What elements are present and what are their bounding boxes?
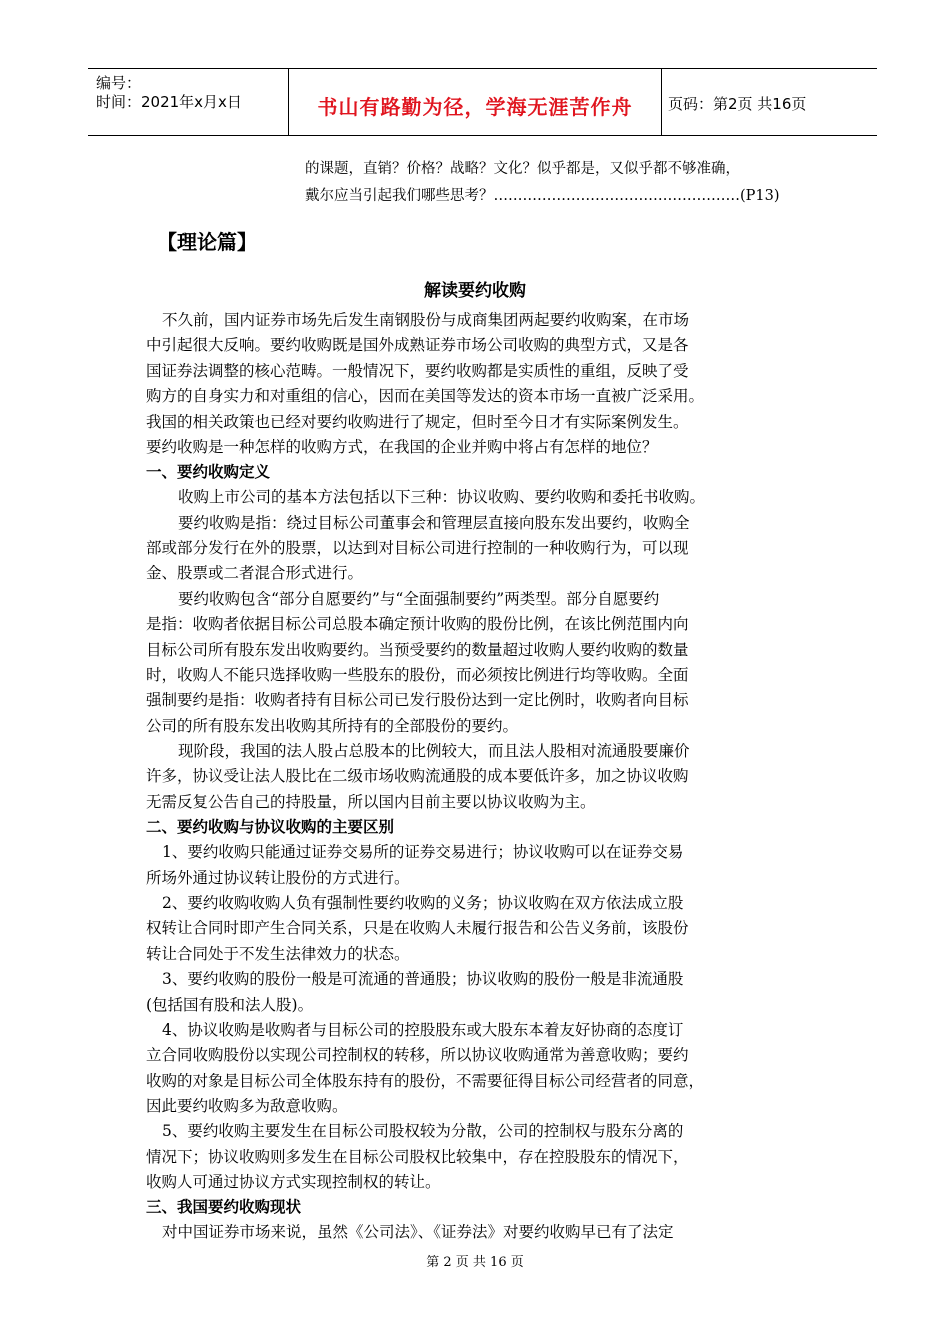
- paragraph-line: 立合同收购股份以实现公司控制权的转移，所以协议收购通常为善意收购；要约: [146, 1046, 689, 1064]
- paragraph-line: 我国的相关政策也已经对要约收购进行了规定，但时至今日才有实际案例发生。: [146, 413, 689, 431]
- paragraph-line: 收购的对象是目标公司全体股东持有的股份，不需要征得目标公司经营者的同意，: [146, 1072, 705, 1090]
- paragraph-line: 是指：收购者依据目标公司总股本确定预计收购的股份比例，在该比例范围内向: [146, 615, 689, 633]
- paragraph-line: 收购上市公司的基本方法包括以下三种：协议收购、要约收购和委托书收购。: [178, 488, 706, 506]
- article-title: 解读要约收购: [424, 281, 526, 301]
- paragraph-line: 所场外通过协议转让股份的方式进行。: [146, 869, 410, 887]
- paragraph-line: 因此要约收购多为敌意收购。: [146, 1097, 348, 1115]
- subsection-heading: 三、我国要约收购现状: [146, 1198, 302, 1216]
- paragraph-line: 时，收购人不能只选择收购一些股东的股份，而必须按比例进行均等收购。全面: [146, 666, 689, 684]
- header-motto-cell: [288, 69, 662, 135]
- paragraph-line: 要约收购是指：绕过目标公司董事会和管理层直接向股东发出要约，收购全: [178, 514, 690, 532]
- paragraph-line: 1、要约收购只能通过证券交易所的证券交易进行；协议收购可以在证券交易: [162, 843, 684, 861]
- paragraph-line: (包括国有股和法人股)。: [146, 996, 314, 1014]
- paragraph-line: 5、要约收购主要发生在目标公司股权较为分散，公司的控制权与股东分离的: [162, 1122, 684, 1140]
- paragraph-line: 对中国证券市场来说，虽然《公司法》、《证券法》对要约收购早已有了法定: [162, 1223, 674, 1241]
- paragraph-line: 收购人可通过协议方式实现控制权的转让。: [146, 1173, 441, 1191]
- paragraph-line: 转让合同处于不发生法律效力的状态。: [146, 945, 410, 963]
- header-info-cell: [88, 69, 288, 135]
- paragraph-line: 2、要约收购收购人负有强制性要约收购的义务；协议收购在双方依法成立股: [162, 894, 684, 912]
- paragraph-line: 国证券法调整的核心范畴。一般情况下，要约收购都是实质性的重组，反映了受: [146, 362, 689, 380]
- paragraph-line: 许多，协议受让法人股比在二级市场收购流通股的成本要低许多，加之协议收购: [146, 767, 689, 785]
- time-label: 时间：2021年x月x日: [96, 93, 242, 111]
- paragraph-line: 不久前，国内证券市场先后发生南钢股份与成商集团两起要约收购案，在市场: [162, 311, 690, 329]
- paragraph-line: 公司的所有股东发出收购其所持有的全部股份的要约。: [146, 717, 519, 735]
- subsection-heading: 二、要约收购与协议收购的主要区别: [146, 818, 395, 836]
- paragraph-line: 无需反复公告自己的持股量，所以国内目前主要以协议收购为主。: [146, 793, 596, 811]
- paragraph-line: 现阶段，我国的法人股占总股本的比例较大，而且法人股相对流通股要廉价: [178, 742, 690, 760]
- paragraph-line: 4、协议收购是收购者与目标公司的控股股东或大股东本着友好协商的态度订: [162, 1021, 684, 1039]
- paragraph-line: 权转让合同时即产生合同关系，只是在收购人未履行报告和公告义务前，该股份: [146, 919, 689, 937]
- paragraph-line: 金、股票或二者混合形式进行。: [146, 564, 364, 582]
- paragraph-line: 要约收购包含“部分自愿要约”与“全面强制要约”两类型。部分自愿要约: [178, 590, 660, 608]
- paragraph-line: 目标公司所有股东发出收购要约。当预受要约的数量超过收购人要约收购的数量: [146, 641, 689, 659]
- subsection-heading: 一、要约收购定义: [146, 463, 271, 481]
- paragraph-line: 强制要约是指：收购者持有目标公司已发行股份达到一定比例时，收购者向目标: [146, 691, 689, 709]
- page-footer: 第 2 页 共 16 页: [426, 1255, 524, 1270]
- header-page-cell: [661, 69, 877, 135]
- motto-text: 书山有路勤为径，学海无涯苦作舟: [317, 95, 633, 119]
- toc-line: 的课题，直销？价格？战略？文化？似乎都是，又似乎都不够准确，: [305, 161, 740, 177]
- section-heading: 【理论篇】: [157, 230, 257, 254]
- paragraph-line: 购方的自身实力和对重组的信心，因而在美国等发达的资本市场一直被广泛采用。: [146, 387, 705, 405]
- paragraph-line: 部或部分发行在外的股票，以达到对目标公司进行控制的一种收购行为，可以现: [146, 539, 689, 557]
- page-number-label: 页码：第2页 共16页: [668, 95, 807, 113]
- paragraph-line: 情况下；协议收购则多发生在目标公司股权比较集中，存在控股股东的情况下，: [146, 1148, 689, 1166]
- number-label: 编号：: [96, 74, 142, 92]
- paragraph-line: 中引起很大反响。要约收购既是国外成熟证券市场公司收购的典型方式，又是各: [146, 336, 689, 354]
- page-header: [88, 68, 877, 136]
- paragraph-line: 要约收购是一种怎样的收购方式，在我国的企业并购中将占有怎样的地位？: [146, 438, 658, 456]
- toc-line: 戴尔应当引起我们哪些思考？……………………………………………(P13): [305, 188, 780, 204]
- paragraph-line: 3、要约收购的股份一般是可流通的普通股；协议收购的股份一般是非流通股: [162, 970, 684, 988]
